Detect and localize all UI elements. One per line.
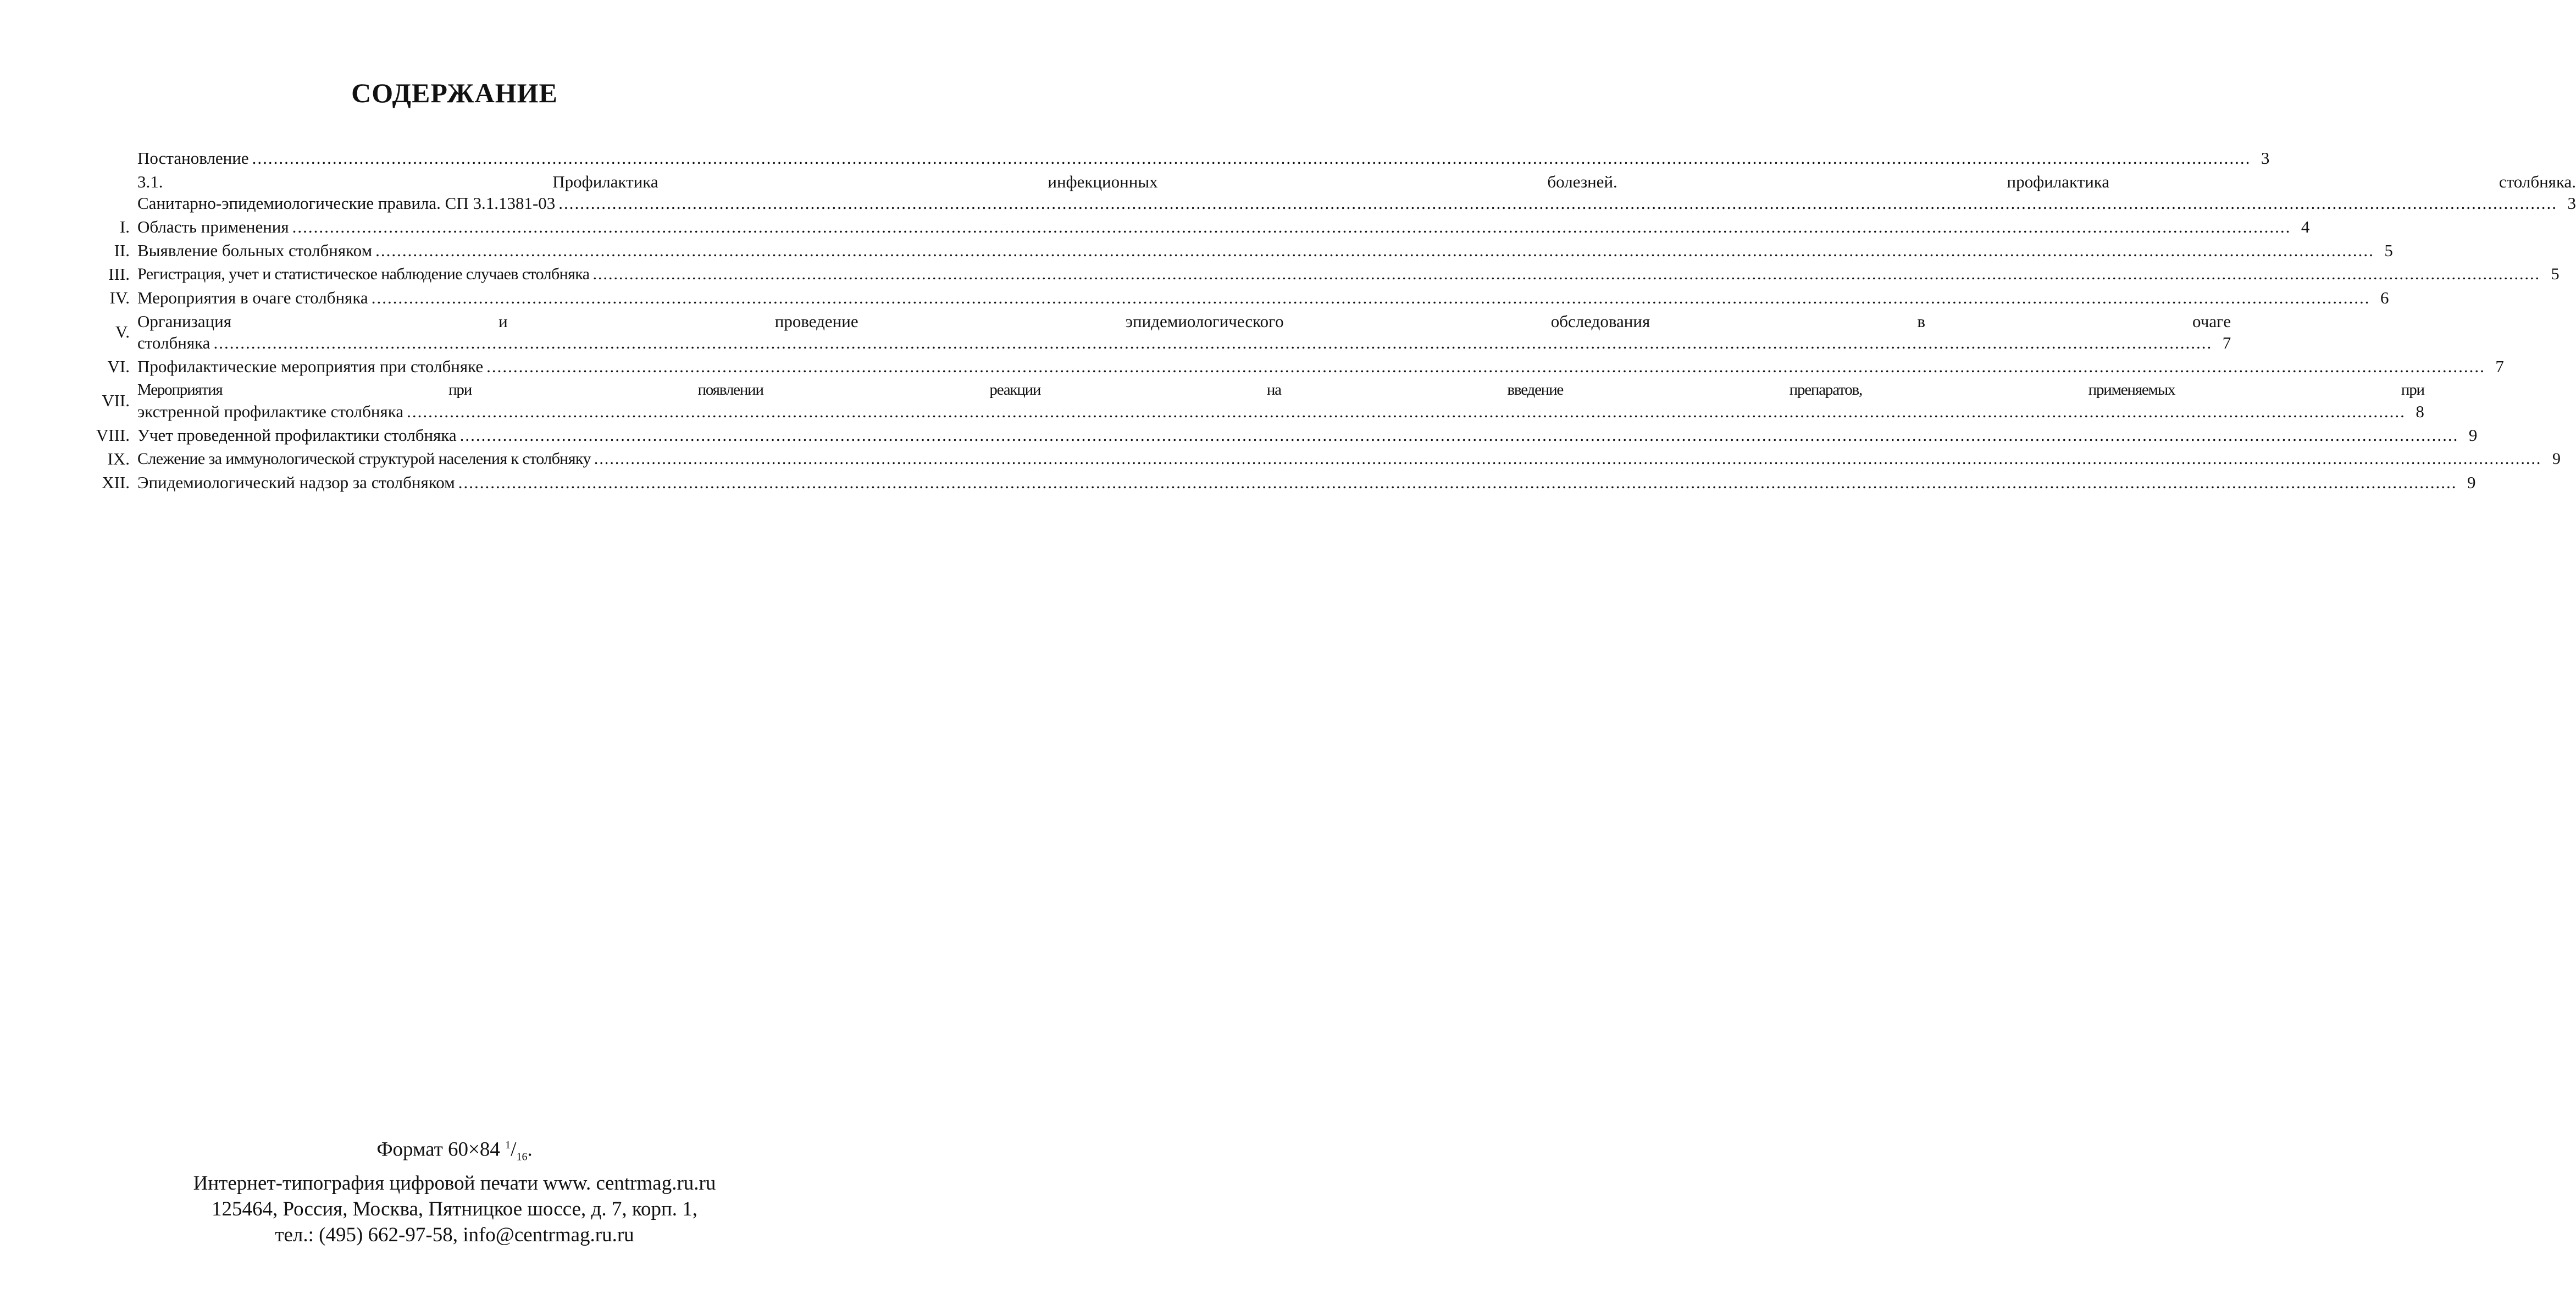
toc-page-number: 9 [2552, 450, 2561, 468]
imprint-block [0, 1132, 909, 1248]
toc-page-number: 3 [2261, 148, 2270, 168]
dot-leader [292, 216, 2291, 237]
toc-entry-number: VIII. [96, 425, 130, 445]
toc-page-number: 7 [2222, 333, 2231, 352]
toc-entry-title: Постановление [137, 148, 249, 168]
toc-page-number: 5 [2384, 241, 2393, 260]
dot-leader [375, 240, 2374, 261]
toc-entry [82, 448, 2561, 469]
toc-entry-title: Эпидемиологический надзор за столбняком [137, 473, 455, 492]
toc-entry [82, 147, 2270, 169]
imprint-address-line: 125464, Россия, Москва, Пятницкое шоссе, д. 7, корп. 1, [211, 1197, 698, 1220]
toc-entry [82, 311, 2231, 353]
toc-entry [82, 240, 2393, 261]
toc-entry-title: Выявление больных столбняком [137, 241, 373, 260]
toc-entry-number: XII. [102, 473, 130, 492]
toc-entry-title-line: 3.1. Профилактика инфекционных болезней. профилактика столбняка. [137, 172, 2576, 191]
imprint-contact-line: тел.: (495) 662-97-58, info@centrmag.ru.ru [275, 1223, 634, 1246]
toc-entry [82, 171, 2576, 214]
toc-entry-number: V. [115, 322, 130, 341]
toc-entry [82, 287, 2389, 308]
toc-entry [82, 379, 2424, 422]
dot-leader [594, 448, 2542, 469]
toc-entry [82, 356, 2504, 377]
page-title: СОДЕРЖАНИЕ [351, 78, 558, 108]
toc-entry-title: Профилактические мероприятия при столбняке [137, 357, 484, 376]
dot-leader [213, 332, 2212, 353]
toc-entry-number: III. [108, 264, 130, 284]
toc-entry-title-line: Организация и проведение эпидемиологического обследования в очаге [137, 312, 2231, 331]
dot-leader [252, 147, 2251, 169]
dot-leader [593, 263, 2541, 285]
toc-entry-number: VI. [107, 357, 130, 376]
dot-leader [486, 356, 2485, 377]
toc-entry-number: IV. [109, 288, 130, 307]
toc-entry-title: Слежение за иммунологической структурой населения к столбняку [137, 450, 591, 468]
toc-page-number: 9 [2467, 473, 2476, 492]
toc-entry-number: I. [119, 217, 130, 236]
dot-leader [372, 287, 2370, 308]
toc-entry-title: экстренной профилактике столбняка [137, 402, 404, 421]
toc-page-number: 6 [2380, 288, 2389, 307]
toc-entry-title: Область применения [137, 217, 289, 236]
toc-entry [82, 216, 2310, 237]
toc-entry-number: VII. [102, 391, 130, 410]
toc-entry [82, 424, 2478, 446]
table-of-contents [82, 147, 2576, 495]
toc-entry [82, 263, 2560, 285]
toc-page-number: 9 [2468, 425, 2478, 445]
toc-entry-title: столбняка [137, 333, 210, 352]
dot-leader [460, 424, 2459, 446]
dot-leader [558, 192, 2557, 214]
toc-page-number: 7 [2495, 357, 2504, 376]
toc-entry-title: Регистрация, учет и статистическое наблюдение случаев столбняка [137, 265, 590, 283]
toc-entry [82, 472, 2476, 493]
toc-page-number: 3 [2567, 194, 2576, 213]
toc-entry-title: Учет проведенной профилактики столбняка [137, 425, 457, 445]
toc-page-number: 5 [2551, 265, 2560, 283]
imprint-printer-line: Интернет-типография цифровой печати www. centrmag.ru.ru [193, 1171, 716, 1195]
toc-entry-number: II. [114, 241, 130, 260]
imprint-format-line: Формат 60×84 $^1/_{16}$. [376, 1138, 533, 1163]
toc-page-number: 8 [2416, 402, 2424, 421]
toc-page-number: 4 [2301, 217, 2310, 236]
toc-entry-number: IX. [107, 449, 130, 468]
toc-entry-title-line: Мероприятия при появлении реакции на введение препаратов, применяемых при [137, 381, 2424, 399]
toc-entry-title: Мероприятия в очаге столбняка [137, 288, 368, 307]
dot-leader [407, 401, 2406, 422]
dot-leader [458, 472, 2457, 493]
toc-entry-title: Санитарно-эпидемиологические правила. СП 3.1.1381-03 [137, 194, 556, 213]
